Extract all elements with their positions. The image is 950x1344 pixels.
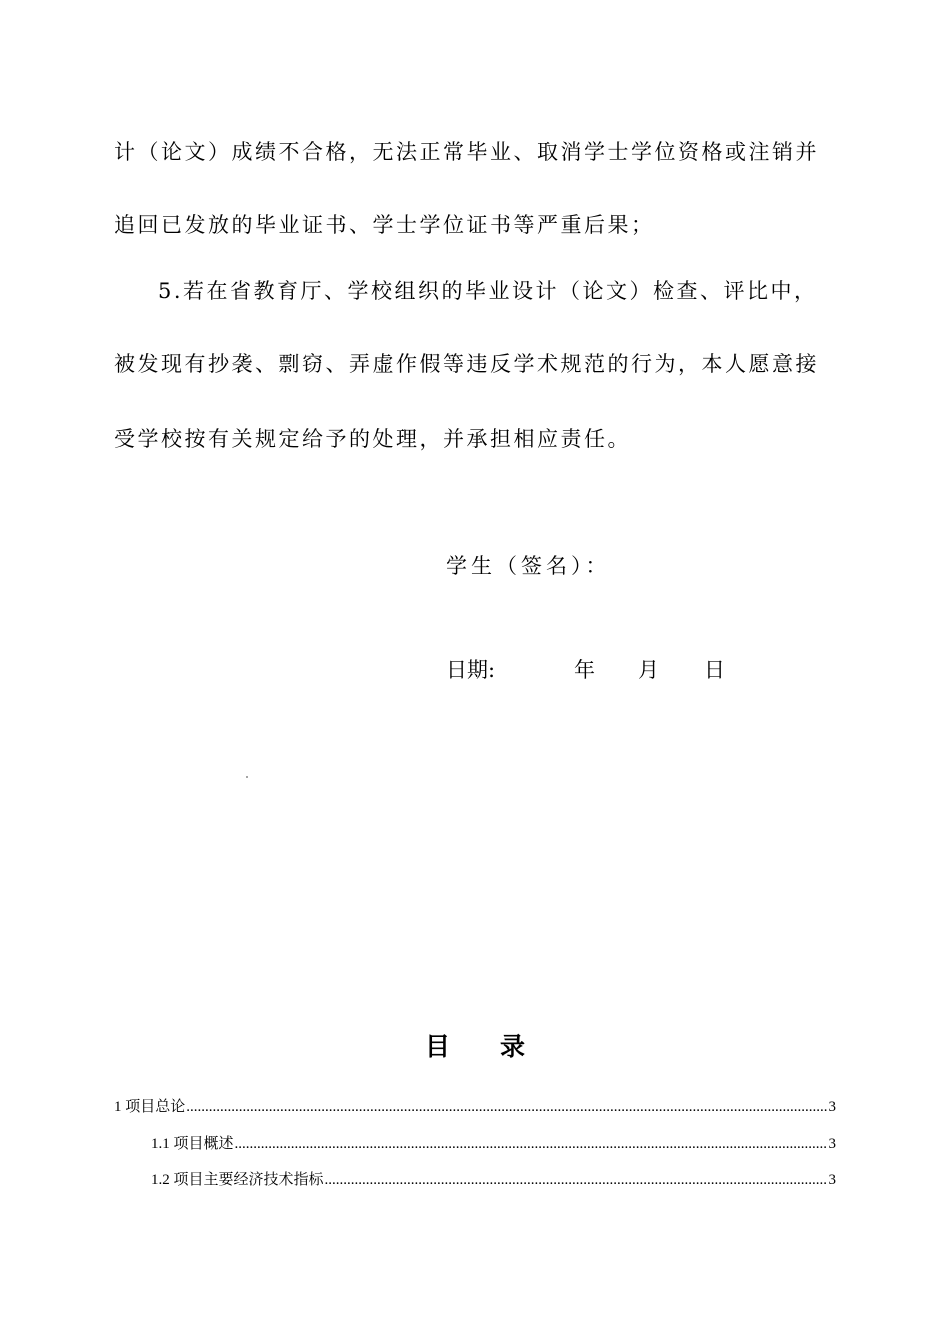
month-label: 月	[638, 658, 659, 682]
toc-leader	[235, 1133, 828, 1155]
toc-entry-label: 1 项目总论	[114, 1099, 186, 1115]
toc-entry[interactable]	[114, 1096, 836, 1118]
toc-title: 目录	[424, 1032, 575, 1061]
toc-entry-label: 1.2 项目主要经济技术指标	[151, 1172, 324, 1188]
body-line-2: 追回已发放的毕业证书、学士学位证书等严重后果；	[114, 213, 655, 237]
toc-entry-page: 3	[828, 1136, 836, 1152]
student-signature-label: 学生（签名）：	[446, 554, 611, 578]
toc-leader	[186, 1096, 827, 1118]
year-label: 年	[574, 658, 595, 682]
body-line-3: 5.若在省教育厅、学校组织的毕业设计（论文）检查、评比中，	[158, 279, 818, 303]
day-label: 日	[704, 658, 725, 682]
toc-entry[interactable]	[151, 1169, 836, 1191]
toc-entry[interactable]	[151, 1133, 836, 1155]
toc-leader	[325, 1169, 828, 1191]
toc-entry-page: 3	[828, 1172, 836, 1188]
toc-entry-label: 1.1 项目概述	[151, 1136, 234, 1152]
date-label: 日期:	[446, 658, 496, 682]
toc-entry-page: 3	[828, 1099, 836, 1115]
body-line-4: 被发现有抄袭、剽窃、弄虚作假等违反学术规范的行为，本人愿意接	[114, 352, 819, 376]
stray-dot	[246, 776, 248, 778]
body-line-1: 计（论文）成绩不合格，无法正常毕业、取消学士学位资格或注销并	[114, 140, 819, 164]
body-line-5: 受学校按有关规定给予的处理，并承担相应责任。	[114, 427, 631, 451]
